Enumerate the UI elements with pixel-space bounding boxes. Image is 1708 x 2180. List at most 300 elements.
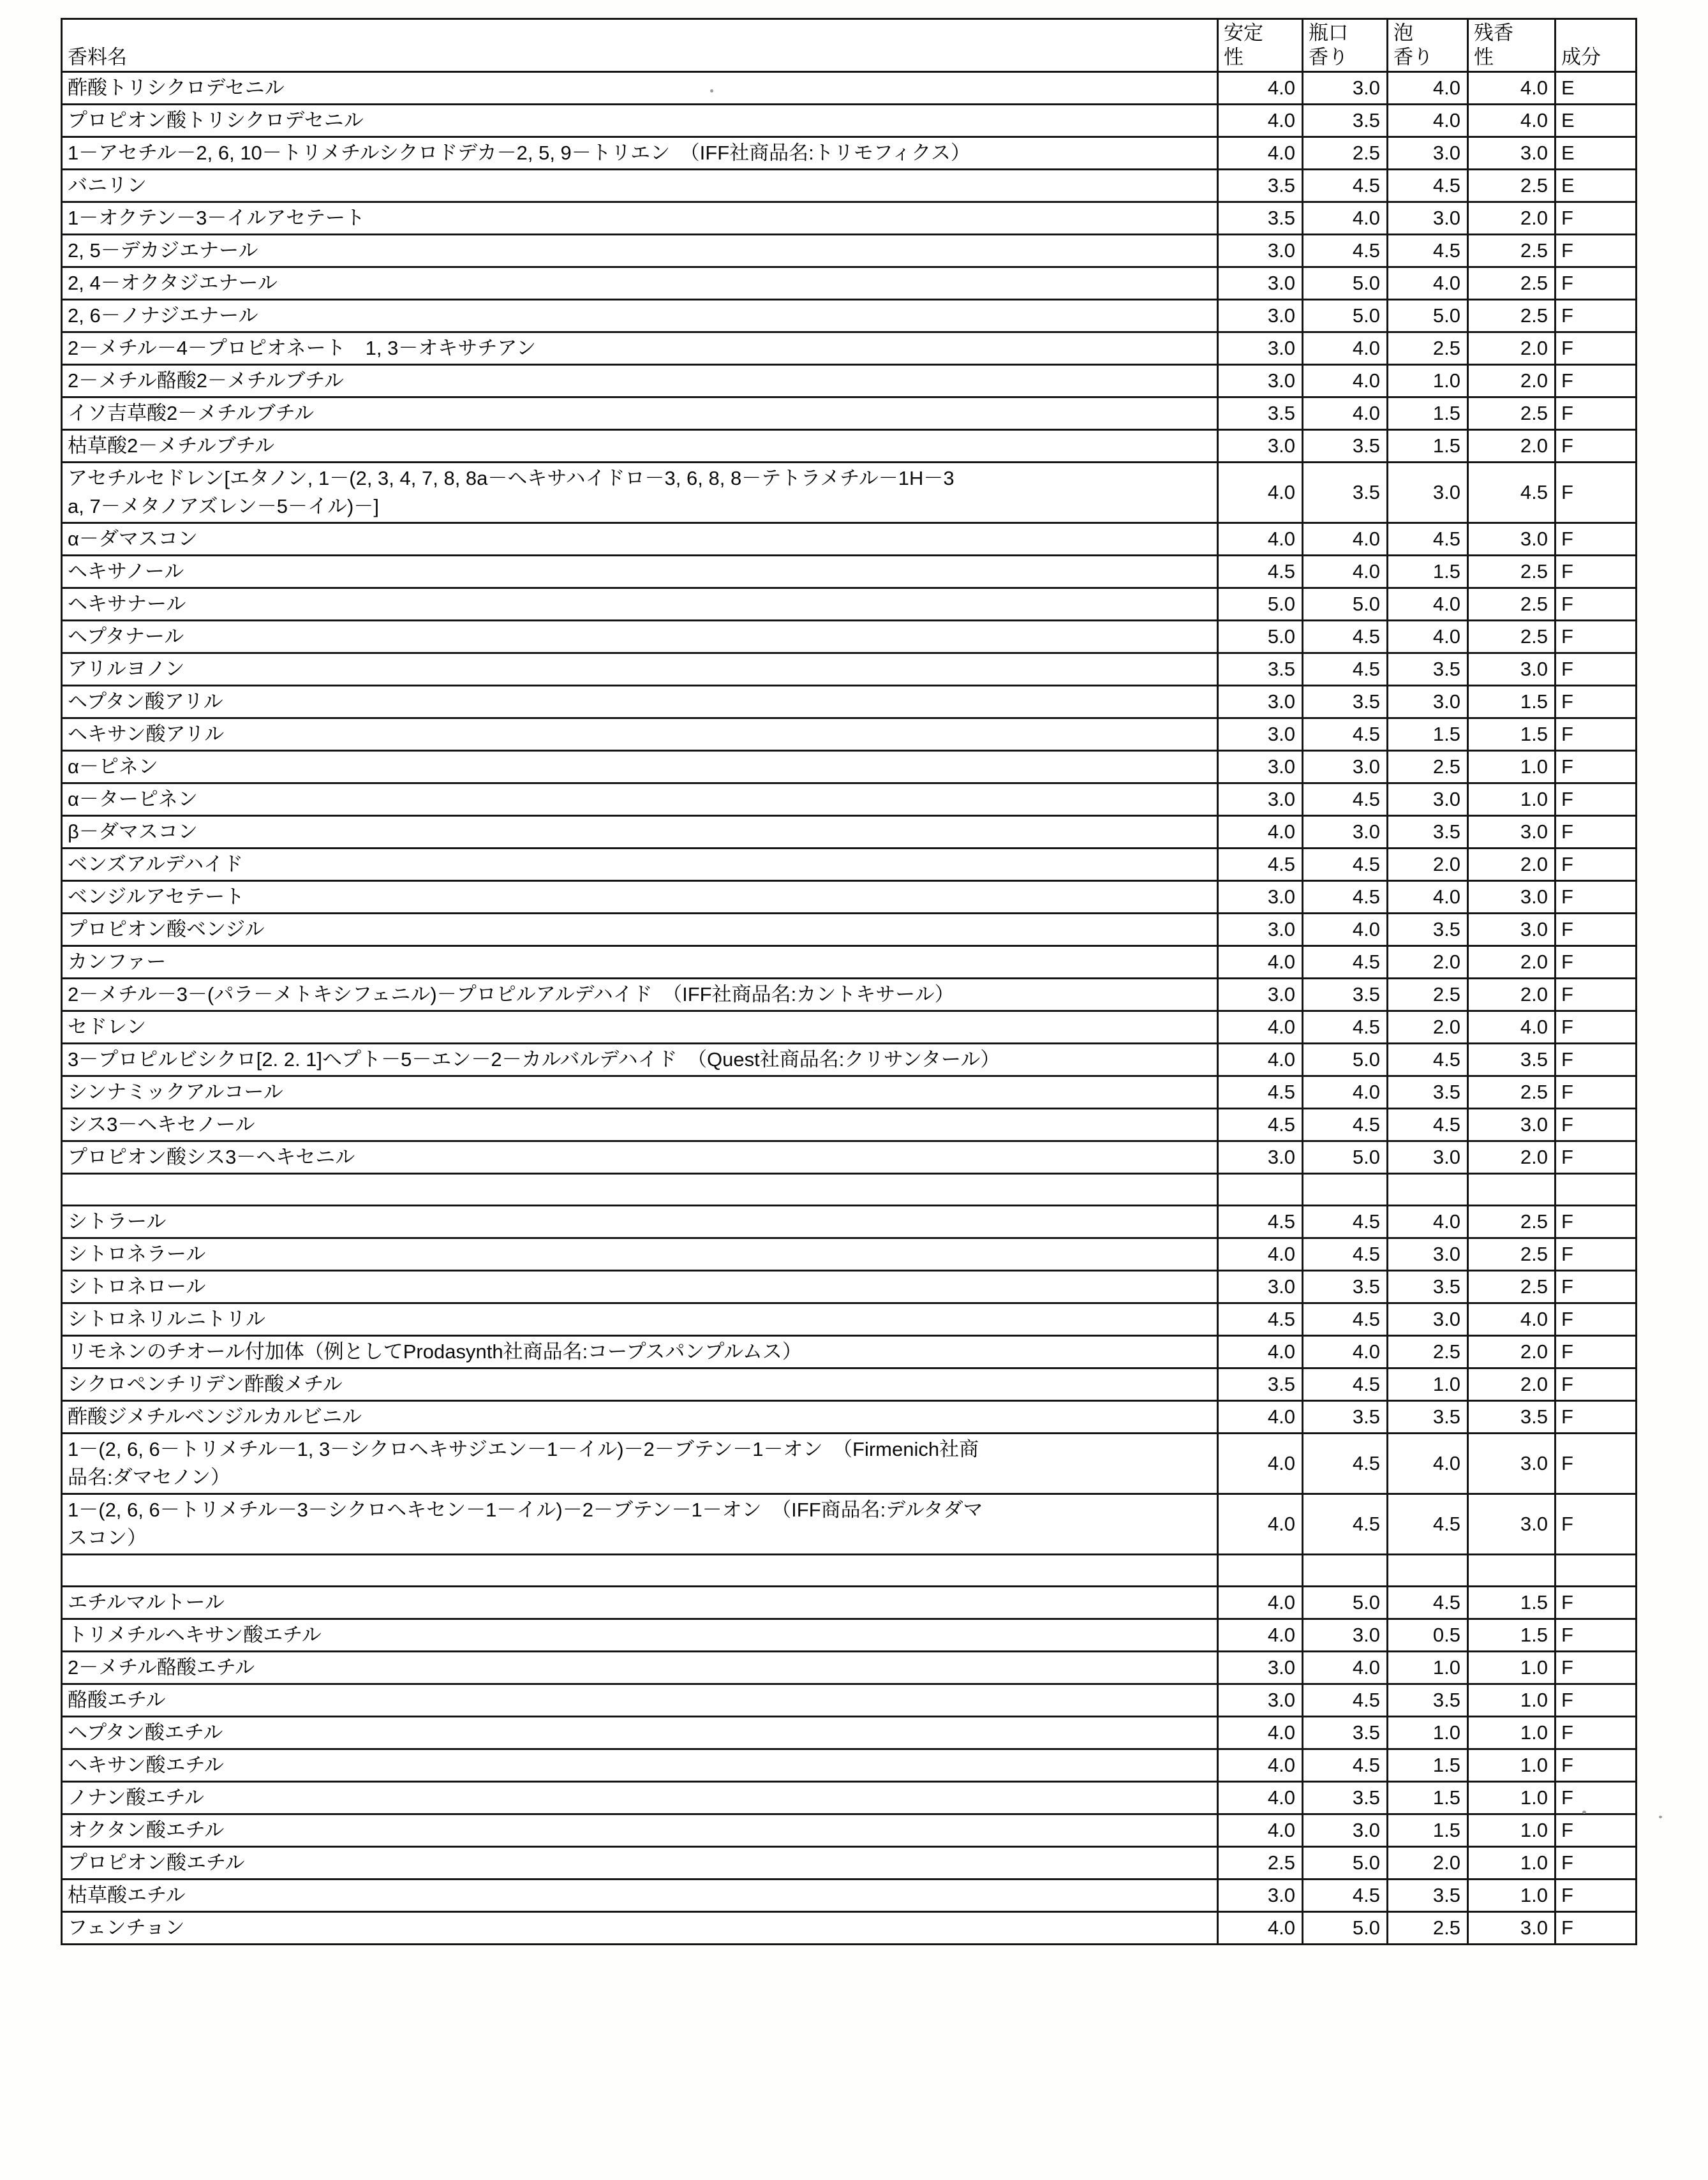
lasting-scent-value: 2.5 xyxy=(1468,621,1556,653)
bottle-scent-value: 4.5 xyxy=(1303,1303,1388,1336)
stability-value: 3.0 xyxy=(1218,1652,1303,1684)
bottle-scent-value: 3.0 xyxy=(1303,1814,1388,1847)
table-row xyxy=(62,653,1637,686)
fragrance-name: β－ダマスコン xyxy=(62,816,1218,849)
fragrance-name: 2－メチル－3－(パラ－メトキシフェニル)－プロピルアルデハイド （IFF社商品名:カントキサール） xyxy=(62,979,1218,1011)
bottle-scent-value: 3.0 xyxy=(1303,1619,1388,1652)
foam-scent-value: 3.0 xyxy=(1388,1303,1468,1336)
foam-scent-value: 2.0 xyxy=(1388,1011,1468,1044)
table-row xyxy=(62,332,1637,365)
fragrance-name: オクタン酸エチル xyxy=(62,1814,1218,1847)
table-row xyxy=(62,881,1637,914)
foam-scent-value: 4.5 xyxy=(1388,1494,1468,1555)
component-value: F xyxy=(1556,881,1637,914)
component-value: F xyxy=(1556,946,1637,979)
foam-scent-value: 2.5 xyxy=(1388,1336,1468,1368)
table-row xyxy=(62,1238,1637,1271)
bottle-scent-value: 5.0 xyxy=(1303,300,1388,332)
stability-value: 4.5 xyxy=(1218,849,1303,881)
component-value: F xyxy=(1556,1847,1637,1880)
table-row xyxy=(62,1109,1637,1141)
component-value: F xyxy=(1556,463,1637,523)
stability-value: 3.0 xyxy=(1218,235,1303,267)
stability-value: 4.5 xyxy=(1218,1303,1303,1336)
stability-value: 4.0 xyxy=(1218,1401,1303,1434)
lasting-scent-value: 1.0 xyxy=(1468,1652,1556,1684)
table-row xyxy=(62,1434,1637,1494)
table-row xyxy=(62,1814,1637,1847)
table-row xyxy=(62,170,1637,202)
stability-value: 4.5 xyxy=(1218,556,1303,588)
foam-scent-value: 2.5 xyxy=(1388,1912,1468,1945)
foam-scent-value: 0.5 xyxy=(1388,1619,1468,1652)
fragrance-name: ベンズアルデハイド xyxy=(62,849,1218,881)
lasting-scent-value: 2.5 xyxy=(1468,1206,1556,1238)
fragrance-name: ヘキサン酸アリル xyxy=(62,718,1218,751)
fragrance-name xyxy=(62,1174,1218,1206)
table-row xyxy=(62,1652,1637,1684)
bottle-scent-value: 3.5 xyxy=(1303,430,1388,463)
lasting-scent-value: 1.5 xyxy=(1468,718,1556,751)
table-row xyxy=(62,365,1637,397)
lasting-scent-value: 2.0 xyxy=(1468,1336,1556,1368)
foam-scent-value: 4.0 xyxy=(1388,621,1468,653)
stability-value: 4.0 xyxy=(1218,1434,1303,1494)
bottle-scent-value: 4.5 xyxy=(1303,1368,1388,1401)
foam-scent-value: 1.0 xyxy=(1388,1717,1468,1749)
fragrance-name: シトロネロール xyxy=(62,1271,1218,1303)
component-value: F xyxy=(1556,1206,1637,1238)
stability-value: 3.0 xyxy=(1218,783,1303,816)
foam-scent-value: 1.0 xyxy=(1388,365,1468,397)
lasting-scent-value: 2.5 xyxy=(1468,1076,1556,1109)
component-value: F xyxy=(1556,1336,1637,1368)
fragrance-name: 酢酸トリシクロデセニル xyxy=(62,72,1218,105)
component-value: F xyxy=(1556,1434,1637,1494)
table-row xyxy=(62,1880,1637,1912)
foam-scent-value: 2.5 xyxy=(1388,979,1468,1011)
fragrance-name: ヘキサノール xyxy=(62,556,1218,588)
foam-scent-value: 3.5 xyxy=(1388,1684,1468,1717)
component-value: F xyxy=(1556,1109,1637,1141)
foam-scent-value: 1.5 xyxy=(1388,1814,1468,1847)
lasting-scent-value: 1.0 xyxy=(1468,1847,1556,1880)
bottle-scent-value: 3.5 xyxy=(1303,1717,1388,1749)
stability-value: 3.0 xyxy=(1218,1880,1303,1912)
table-row xyxy=(62,783,1637,816)
lasting-scent-value: 2.5 xyxy=(1468,300,1556,332)
foam-scent-value: 1.0 xyxy=(1388,1368,1468,1401)
stability-value: 3.0 xyxy=(1218,1684,1303,1717)
scan-speckle xyxy=(710,89,713,93)
stability-value: 4.0 xyxy=(1218,1587,1303,1619)
lasting-scent-value: 1.0 xyxy=(1468,1814,1556,1847)
fragrance-name: 枯草酸2－メチルブチル xyxy=(62,430,1218,463)
bottle-scent-value: 4.0 xyxy=(1303,1076,1388,1109)
component-value: E xyxy=(1556,137,1637,170)
bottle-scent-value: 4.0 xyxy=(1303,1652,1388,1684)
bottle-scent-value: 3.0 xyxy=(1303,816,1388,849)
component-value: F xyxy=(1556,430,1637,463)
table-row xyxy=(62,430,1637,463)
lasting-scent-value: 2.0 xyxy=(1468,332,1556,365)
lasting-scent-value: 3.0 xyxy=(1468,523,1556,556)
lasting-scent-value: 2.0 xyxy=(1468,946,1556,979)
bottle-scent-value: 3.5 xyxy=(1303,686,1388,718)
bottle-scent-value: 4.5 xyxy=(1303,881,1388,914)
component-value: F xyxy=(1556,1011,1637,1044)
lasting-scent-value: 3.0 xyxy=(1468,1912,1556,1945)
lasting-scent-value: 1.0 xyxy=(1468,1717,1556,1749)
component-value: F xyxy=(1556,365,1637,397)
foam-scent-value: 4.0 xyxy=(1388,1434,1468,1494)
bottle-scent-value: 4.5 xyxy=(1303,1880,1388,1912)
fragrance-evaluation-table xyxy=(61,18,1637,1945)
component-value: F xyxy=(1556,914,1637,946)
bottle-scent-value: 4.5 xyxy=(1303,235,1388,267)
bottle-scent-value: 3.5 xyxy=(1303,1401,1388,1434)
fragrance-name: シトロネラール xyxy=(62,1238,1218,1271)
component-value: F xyxy=(1556,1494,1637,1555)
bottle-scent-value: 4.5 xyxy=(1303,946,1388,979)
stability-value: 4.0 xyxy=(1218,1619,1303,1652)
lasting-scent-value: 4.0 xyxy=(1468,1011,1556,1044)
stability-value: 4.5 xyxy=(1218,1206,1303,1238)
table-row xyxy=(62,202,1637,235)
table-row xyxy=(62,1174,1637,1206)
lasting-scent-value: 1.0 xyxy=(1468,1782,1556,1814)
fragrance-name: 2－メチル酪酸2－メチルブチル xyxy=(62,365,1218,397)
bottle-scent-value: 4.5 xyxy=(1303,1109,1388,1141)
table-row xyxy=(62,1336,1637,1368)
fragrance-name: プロピオン酸エチル xyxy=(62,1847,1218,1880)
foam-scent-value: 2.5 xyxy=(1388,332,1468,365)
fragrance-name: アリルヨノン xyxy=(62,653,1218,686)
foam-scent-value: 3.5 xyxy=(1388,1271,1468,1303)
stability-value: 4.5 xyxy=(1218,1076,1303,1109)
foam-scent-value: 1.5 xyxy=(1388,430,1468,463)
foam-scent-value: 3.5 xyxy=(1388,816,1468,849)
stability-value: 3.0 xyxy=(1218,1141,1303,1174)
bottle-scent-value: 4.5 xyxy=(1303,1011,1388,1044)
bottle-scent-value: 4.0 xyxy=(1303,365,1388,397)
component-value: E xyxy=(1556,72,1637,105)
stability-value xyxy=(1218,1174,1303,1206)
fragrance-name: ヘプタナール xyxy=(62,621,1218,653)
bottle-scent-value: 4.5 xyxy=(1303,653,1388,686)
component-value: F xyxy=(1556,588,1637,621)
table-row xyxy=(62,686,1637,718)
stability-value: 3.0 xyxy=(1218,332,1303,365)
component-value: F xyxy=(1556,653,1637,686)
table-row xyxy=(62,816,1637,849)
lasting-scent-value: 4.0 xyxy=(1468,1303,1556,1336)
header-stability: 安定 性 xyxy=(1218,19,1303,72)
lasting-scent-value: 4.5 xyxy=(1468,463,1556,523)
foam-scent-value: 2.0 xyxy=(1388,849,1468,881)
lasting-scent-value: 2.0 xyxy=(1468,1141,1556,1174)
bottle-scent-value: 3.5 xyxy=(1303,1271,1388,1303)
bottle-scent-value: 3.5 xyxy=(1303,979,1388,1011)
fragrance-name: カンファー xyxy=(62,946,1218,979)
stability-value: 4.0 xyxy=(1218,105,1303,137)
component-value: F xyxy=(1556,1749,1637,1782)
component-value: F xyxy=(1556,1782,1637,1814)
table-row xyxy=(62,1206,1637,1238)
stability-value: 5.0 xyxy=(1218,588,1303,621)
foam-scent-value: 4.0 xyxy=(1388,72,1468,105)
lasting-scent-value: 1.0 xyxy=(1468,751,1556,783)
foam-scent-value: 1.0 xyxy=(1388,1652,1468,1684)
component-value: F xyxy=(1556,1717,1637,1749)
table-body xyxy=(62,72,1637,1945)
header-component: 成分 xyxy=(1556,19,1637,72)
fragrance-name: α－ピネン xyxy=(62,751,1218,783)
component-value: F xyxy=(1556,1912,1637,1945)
stability-value: 3.5 xyxy=(1218,170,1303,202)
table-row xyxy=(62,621,1637,653)
component-value: F xyxy=(1556,332,1637,365)
foam-scent-value: 3.0 xyxy=(1388,137,1468,170)
bottle-scent-value xyxy=(1303,1174,1388,1206)
fragrance-name: シンナミックアルコール xyxy=(62,1076,1218,1109)
component-value: F xyxy=(1556,556,1637,588)
foam-scent-value: 3.5 xyxy=(1388,1880,1468,1912)
fragrance-name: ベンジルアセテート xyxy=(62,881,1218,914)
foam-scent-value: 2.5 xyxy=(1388,751,1468,783)
bottle-scent-value xyxy=(1303,1555,1388,1587)
fragrance-name: 1－(2, 6, 6－トリメチル－1, 3－シクロヘキサジエン－1－イル)－2－ブテン－1－オン （Firmenich社商 品名:ダマセノン） xyxy=(62,1434,1218,1494)
bottle-scent-value: 2.5 xyxy=(1303,137,1388,170)
component-value: F xyxy=(1556,849,1637,881)
fragrance-name: フェンチョン xyxy=(62,1912,1218,1945)
foam-scent-value: 4.0 xyxy=(1388,588,1468,621)
component-value: F xyxy=(1556,816,1637,849)
table-row xyxy=(62,1401,1637,1434)
fragrance-name: 2, 6－ノナジエナール xyxy=(62,300,1218,332)
table-row xyxy=(62,556,1637,588)
table-row xyxy=(62,1619,1637,1652)
stability-value: 3.0 xyxy=(1218,267,1303,300)
table-row xyxy=(62,397,1637,430)
bottle-scent-value: 4.0 xyxy=(1303,914,1388,946)
bottle-scent-value: 3.0 xyxy=(1303,751,1388,783)
table-row xyxy=(62,523,1637,556)
table-row xyxy=(62,300,1637,332)
fragrance-name: 2－メチル酪酸エチル xyxy=(62,1652,1218,1684)
foam-scent-value: 4.0 xyxy=(1388,267,1468,300)
component-value: F xyxy=(1556,621,1637,653)
bottle-scent-value: 3.5 xyxy=(1303,1782,1388,1814)
lasting-scent-value: 3.5 xyxy=(1468,1401,1556,1434)
fragrance-name: 2, 5－デカジエナール xyxy=(62,235,1218,267)
bottle-scent-value: 4.5 xyxy=(1303,1434,1388,1494)
component-value: F xyxy=(1556,1238,1637,1271)
component-value: F xyxy=(1556,523,1637,556)
lasting-scent-value: 3.0 xyxy=(1468,137,1556,170)
component-value: F xyxy=(1556,1401,1637,1434)
table-row xyxy=(62,1271,1637,1303)
table-row xyxy=(62,1303,1637,1336)
scan-speckle xyxy=(1582,1811,1586,1814)
scan-speckle xyxy=(1659,1816,1662,1818)
table-row xyxy=(62,1494,1637,1555)
fragrance-name: 酢酸ジメチルベンジルカルビニル xyxy=(62,1401,1218,1434)
lasting-scent-value: 2.5 xyxy=(1468,267,1556,300)
bottle-scent-value: 4.5 xyxy=(1303,1749,1388,1782)
bottle-scent-value: 3.0 xyxy=(1303,72,1388,105)
fragrance-name: リモネンのチオール付加体（例としてProdasynth社商品名:コープスパンプルムス） xyxy=(62,1336,1218,1368)
fragrance-name: プロピオン酸シス3－ヘキセニル xyxy=(62,1141,1218,1174)
bottle-scent-value: 5.0 xyxy=(1303,1141,1388,1174)
lasting-scent-value: 4.0 xyxy=(1468,72,1556,105)
stability-value: 4.0 xyxy=(1218,946,1303,979)
table-row xyxy=(62,914,1637,946)
component-value: F xyxy=(1556,1684,1637,1717)
table-row xyxy=(62,1141,1637,1174)
table-row xyxy=(62,1044,1637,1076)
bottle-scent-value: 4.0 xyxy=(1303,202,1388,235)
table-row xyxy=(62,1782,1637,1814)
fragrance-name: 枯草酸エチル xyxy=(62,1880,1218,1912)
stability-value: 4.0 xyxy=(1218,1011,1303,1044)
foam-scent-value: 4.5 xyxy=(1388,1587,1468,1619)
lasting-scent-value: 2.0 xyxy=(1468,979,1556,1011)
lasting-scent-value: 3.0 xyxy=(1468,1494,1556,1555)
table-row xyxy=(62,718,1637,751)
header-row xyxy=(62,19,1637,72)
table-row xyxy=(62,849,1637,881)
foam-scent-value: 4.5 xyxy=(1388,235,1468,267)
header-foam-scent: 泡 香り xyxy=(1388,19,1468,72)
foam-scent-value: 4.5 xyxy=(1388,170,1468,202)
stability-value: 3.0 xyxy=(1218,718,1303,751)
lasting-scent-value: 1.0 xyxy=(1468,783,1556,816)
component-value: F xyxy=(1556,751,1637,783)
lasting-scent-value: 2.0 xyxy=(1468,430,1556,463)
foam-scent-value: 3.5 xyxy=(1388,653,1468,686)
fragrance-name: バニリン xyxy=(62,170,1218,202)
table-row xyxy=(62,1684,1637,1717)
fragrance-name: α－ダマスコン xyxy=(62,523,1218,556)
fragrance-name: エチルマルトール xyxy=(62,1587,1218,1619)
bottle-scent-value: 4.5 xyxy=(1303,1238,1388,1271)
component-value: F xyxy=(1556,1044,1637,1076)
foam-scent-value: 3.0 xyxy=(1388,783,1468,816)
lasting-scent-value xyxy=(1468,1555,1556,1587)
bottle-scent-value: 3.5 xyxy=(1303,105,1388,137)
lasting-scent-value: 2.0 xyxy=(1468,365,1556,397)
fragrance-name: プロピオン酸トリシクロデセニル xyxy=(62,105,1218,137)
fragrance-name: 1－(2, 6, 6－トリメチル－3－シクロヘキセン－1－イル)－2－ブテン－1－オン （IFF商品名:デルタダマ スコン） xyxy=(62,1494,1218,1555)
lasting-scent-value: 2.5 xyxy=(1468,170,1556,202)
bottle-scent-value: 4.5 xyxy=(1303,849,1388,881)
foam-scent-value xyxy=(1388,1174,1468,1206)
lasting-scent-value: 3.0 xyxy=(1468,816,1556,849)
table-row xyxy=(62,1368,1637,1401)
fragrance-name: ヘプタン酸アリル xyxy=(62,686,1218,718)
bottle-scent-value: 4.0 xyxy=(1303,397,1388,430)
lasting-scent-value: 2.0 xyxy=(1468,849,1556,881)
lasting-scent-value: 3.0 xyxy=(1468,914,1556,946)
component-value: F xyxy=(1556,1880,1637,1912)
fragrance-name: ヘキサン酸エチル xyxy=(62,1749,1218,1782)
component-value: F xyxy=(1556,1619,1637,1652)
fragrance-name: ヘプタン酸エチル xyxy=(62,1717,1218,1749)
stability-value: 4.0 xyxy=(1218,1494,1303,1555)
foam-scent-value: 3.0 xyxy=(1388,202,1468,235)
component-value: F xyxy=(1556,686,1637,718)
lasting-scent-value: 1.5 xyxy=(1468,686,1556,718)
stability-value: 3.0 xyxy=(1218,751,1303,783)
table-row xyxy=(62,72,1637,105)
foam-scent-value: 4.5 xyxy=(1388,523,1468,556)
bottle-scent-value: 5.0 xyxy=(1303,588,1388,621)
lasting-scent-value: 2.5 xyxy=(1468,556,1556,588)
foam-scent-value: 3.0 xyxy=(1388,1238,1468,1271)
component-value xyxy=(1556,1174,1637,1206)
bottle-scent-value: 4.0 xyxy=(1303,1336,1388,1368)
bottle-scent-value: 4.5 xyxy=(1303,621,1388,653)
lasting-scent-value: 1.5 xyxy=(1468,1619,1556,1652)
component-value: F xyxy=(1556,397,1637,430)
foam-scent-value: 3.0 xyxy=(1388,463,1468,523)
foam-scent-value: 4.0 xyxy=(1388,881,1468,914)
component-value: F xyxy=(1556,1076,1637,1109)
lasting-scent-value: 3.0 xyxy=(1468,653,1556,686)
table-row xyxy=(62,1749,1637,1782)
bottle-scent-value: 5.0 xyxy=(1303,1912,1388,1945)
lasting-scent-value xyxy=(1468,1174,1556,1206)
stability-value: 3.0 xyxy=(1218,365,1303,397)
fragrance-name: トリメチルヘキサン酸エチル xyxy=(62,1619,1218,1652)
stability-value: 4.0 xyxy=(1218,1717,1303,1749)
table-row xyxy=(62,1912,1637,1945)
component-value: F xyxy=(1556,235,1637,267)
fragrance-name: シトロネリルニトリル xyxy=(62,1303,1218,1336)
fragrance-name: アセチルセドレン[エタノン, 1－(2, 3, 4, 7, 8, 8a－ヘキサハイドロ－3, 6, 8, 8－テトラメチル－1H－3 a, 7－メタノアズレン－5－イル)－] xyxy=(62,463,1218,523)
foam-scent-value: 4.0 xyxy=(1388,105,1468,137)
table-row xyxy=(62,588,1637,621)
fragrance-name: 酪酸エチル xyxy=(62,1684,1218,1717)
foam-scent-value: 2.0 xyxy=(1388,946,1468,979)
component-value: E xyxy=(1556,105,1637,137)
bottle-scent-value: 4.5 xyxy=(1303,1494,1388,1555)
lasting-scent-value: 2.0 xyxy=(1468,1368,1556,1401)
stability-value: 4.0 xyxy=(1218,72,1303,105)
stability-value: 3.5 xyxy=(1218,397,1303,430)
foam-scent-value: 3.0 xyxy=(1388,1141,1468,1174)
foam-scent-value: 4.5 xyxy=(1388,1109,1468,1141)
fragrance-name: 2－メチル－4－プロピオネート 1, 3－オキサチアン xyxy=(62,332,1218,365)
foam-scent-value: 3.5 xyxy=(1388,1401,1468,1434)
bottle-scent-value: 4.0 xyxy=(1303,332,1388,365)
foam-scent-value: 1.5 xyxy=(1388,1749,1468,1782)
stability-value: 3.0 xyxy=(1218,300,1303,332)
stability-value: 3.0 xyxy=(1218,1271,1303,1303)
stability-value: 3.5 xyxy=(1218,1368,1303,1401)
component-value: F xyxy=(1556,1271,1637,1303)
stability-value: 4.0 xyxy=(1218,816,1303,849)
bottle-scent-value: 4.0 xyxy=(1303,556,1388,588)
foam-scent-value: 1.5 xyxy=(1388,1782,1468,1814)
stability-value: 4.0 xyxy=(1218,1912,1303,1945)
lasting-scent-value: 3.5 xyxy=(1468,1044,1556,1076)
foam-scent-value: 3.5 xyxy=(1388,914,1468,946)
fragrance-name: シス3－ヘキセノール xyxy=(62,1109,1218,1141)
lasting-scent-value: 1.5 xyxy=(1468,1587,1556,1619)
component-value: F xyxy=(1556,267,1637,300)
